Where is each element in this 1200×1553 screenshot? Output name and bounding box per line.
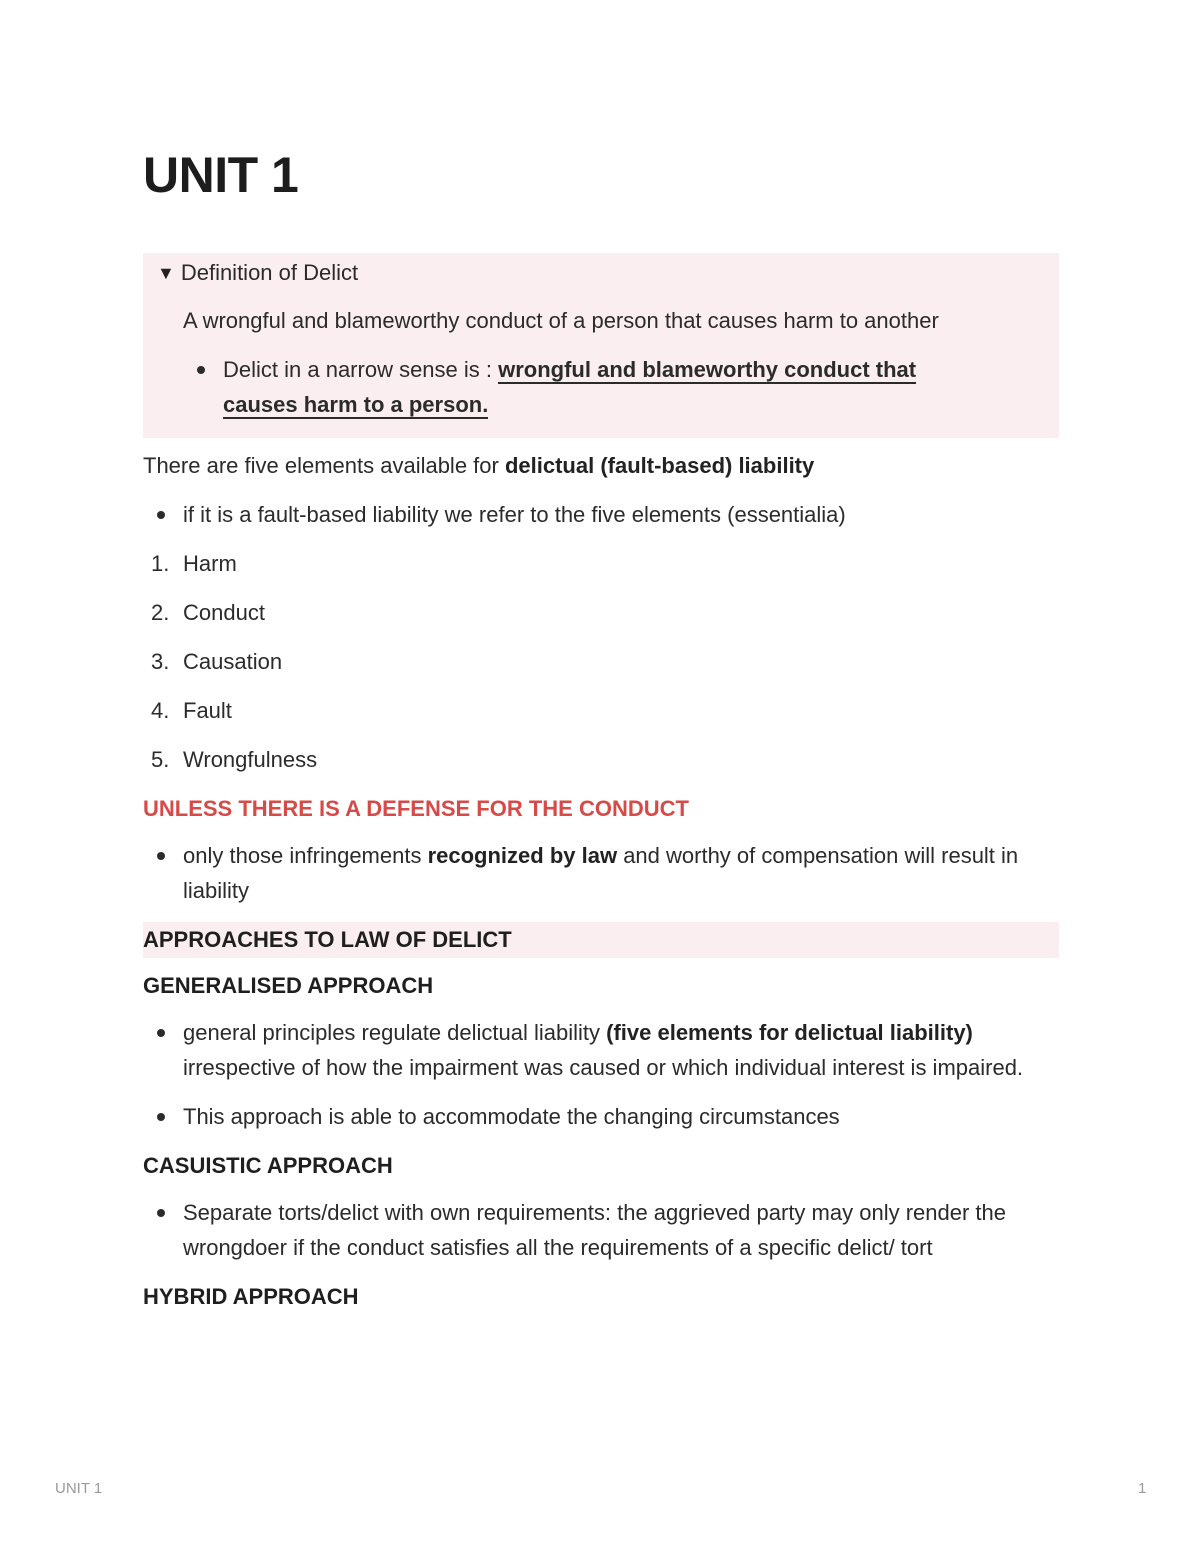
list-item: if it is a fault-based liability we refer to the five elements (essentialia) (143, 497, 1059, 532)
definition-toggle[interactable] (143, 253, 1059, 438)
list-item: 2. Conduct (151, 600, 265, 625)
list-item: only those infringements recognized by law and worthy of compensation will result in liability (143, 838, 1059, 908)
footer-title: UNIT 1 (55, 1480, 103, 1497)
defense-heading: UNLESS THERE IS A DEFENSE FOR THE CONDUCT (143, 796, 689, 821)
narrow-prefix: Delict in a narrow sense is : (223, 357, 499, 382)
toggle-label: Definition of Delict (180, 260, 359, 285)
list-item: 4. Fault (151, 698, 232, 723)
list-item: general principles regulate delictual liability (five elements for delictual liability) irrespective of how the impairment was caused or which individual interest is impaired. (143, 1015, 1059, 1085)
generalised-list (143, 1015, 1059, 1134)
page-title: UNIT 1 (143, 147, 299, 203)
generalised-heading: GENERALISED APPROACH (143, 973, 434, 998)
intro-bold: delictual (fault-based) liability (504, 453, 815, 478)
intro-text: There are five elements available for (143, 453, 505, 478)
page-number: 1 (1138, 1480, 1147, 1497)
triangle-down-icon[interactable]: ▼ (157, 263, 175, 283)
hybrid-heading: HYBRID APPROACH (143, 1284, 359, 1309)
defense-list (143, 838, 1059, 908)
casuistic-list (143, 1195, 1059, 1265)
toggle-header[interactable] (143, 257, 1059, 289)
list-item: 1. Harm (151, 551, 237, 576)
document-page (143, 145, 1059, 1326)
list-item: This approach is able to accommodate the changing circumstances (143, 1099, 1059, 1134)
intro-paragraph (143, 448, 1059, 483)
elements-list (143, 546, 1059, 777)
toggle-content (143, 303, 1059, 422)
list-item (183, 352, 1059, 422)
intro-list (143, 497, 1059, 532)
approaches-heading: APPROACHES TO LAW OF DELICT (143, 922, 1059, 958)
list-item: 5. Wrongfulness (151, 747, 318, 772)
list-item: 3. Causation (151, 649, 283, 674)
narrow-sense-list (183, 352, 1059, 422)
narrow-emphasis-1: wrongful and blameworthy conduct that (498, 357, 917, 382)
casuistic-heading: CASUISTIC APPROACH (143, 1153, 393, 1178)
narrow-emphasis-2: causes harm to a person. (223, 392, 489, 417)
list-item: Separate torts/delict with own requirements: the aggrieved party may only render the wrongdoer if the conduct satisfies all the requirements of a specific delict/ tort (143, 1195, 1059, 1265)
definition-text: A wrongful and blameworthy conduct of a person that causes harm to another (183, 308, 939, 333)
